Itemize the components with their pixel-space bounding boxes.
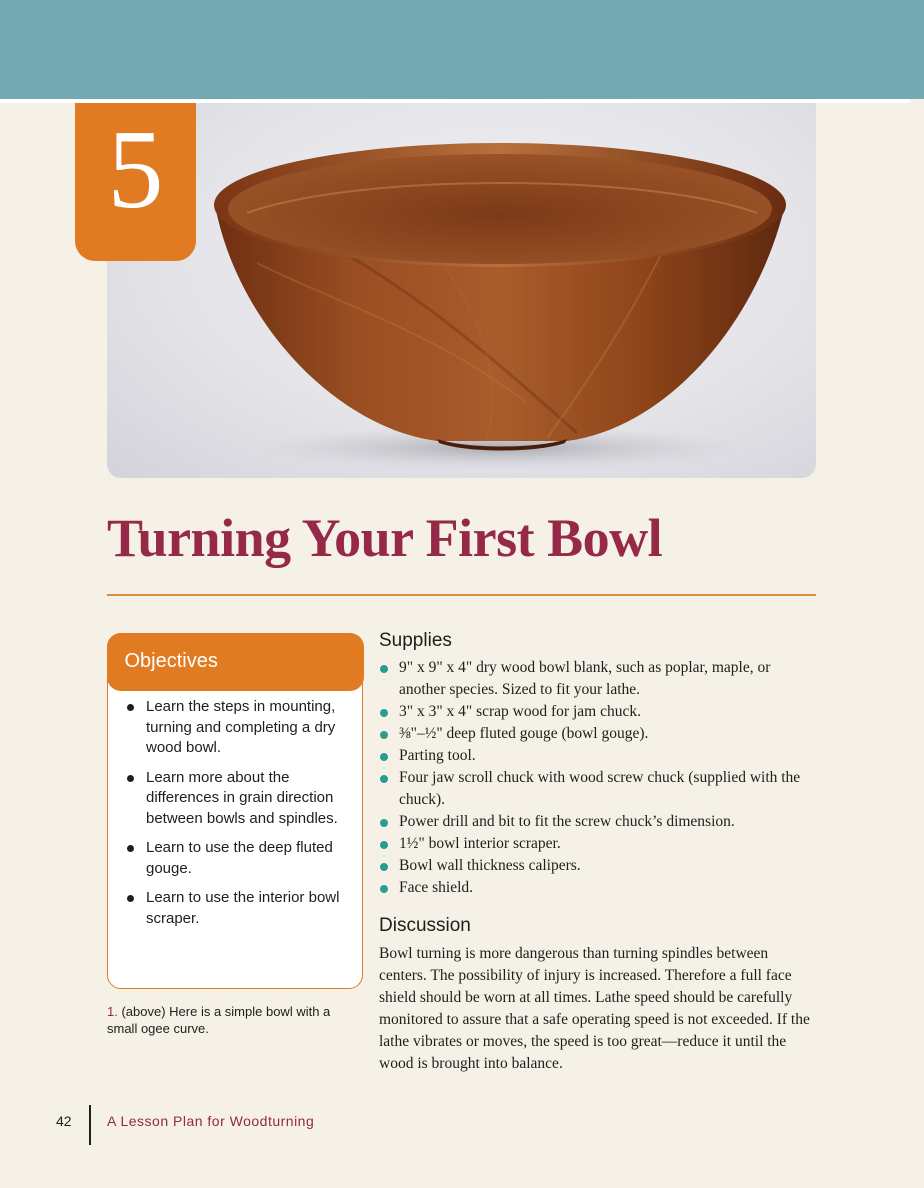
caption-text: (above) Here is a simple bowl with a small ogee curve. bbox=[107, 1004, 331, 1036]
photo-caption bbox=[107, 1003, 362, 1037]
top-color-band bbox=[0, 0, 924, 99]
supplies-list bbox=[379, 657, 819, 899]
objective-item: Learn to use the deep fluted gouge. bbox=[125, 838, 345, 879]
discussion-heading: Discussion bbox=[379, 915, 471, 936]
title-divider bbox=[107, 594, 816, 596]
supply-item: Bowl wall thickness calipers. bbox=[379, 855, 819, 877]
supply-item: Parting tool. bbox=[379, 745, 819, 767]
supplies-heading: Supplies bbox=[379, 630, 452, 651]
bowl-photo bbox=[107, 103, 816, 478]
chapter-title: Turning Your First Bowl bbox=[107, 508, 663, 568]
chapter-number-tab: 5 bbox=[75, 103, 196, 261]
discussion-text: Bowl turning is more dangerous than turning spindles between centers. The possibility of injury is increased. Therefore a full face shield should be worn at all times. Lathe speed should be carefully monitored to assure that a safe operating speed is not exceeded. If the lathe vibrates or moves, the speed is too great—reduce it until the wood is brought into balance. bbox=[379, 945, 810, 1072]
page-number: 42 bbox=[56, 1113, 72, 1129]
supply-item: Face shield. bbox=[379, 877, 819, 899]
objectives-list bbox=[125, 697, 345, 938]
objective-item: Learn to use the interior bowl scraper. bbox=[125, 888, 345, 929]
objective-item: Learn more about the differences in grain direction between bowls and spindles. bbox=[125, 768, 345, 830]
supply-item: 3" x 3" x 4" scrap wood for jam chuck. bbox=[379, 701, 819, 723]
bowl-illustration bbox=[107, 103, 816, 478]
objectives-heading: Objectives bbox=[107, 633, 364, 691]
footer-divider bbox=[89, 1105, 91, 1145]
book-title: A Lesson Plan for Woodturning bbox=[107, 1113, 315, 1129]
supply-item: 9" x 9" x 4" dry wood bowl blank, such as poplar, maple, or another species. Sized to fit your lathe. bbox=[379, 657, 819, 701]
supply-item: ⅜"–½" deep fluted gouge (bowl gouge). bbox=[379, 723, 819, 745]
objective-item: Learn the steps in mounting, turning and completing a dry wood bowl. bbox=[125, 697, 345, 759]
caption-number: 1. bbox=[107, 1004, 118, 1019]
objectives-box bbox=[107, 633, 363, 989]
supply-item: Power drill and bit to fit the screw chuck’s dimension. bbox=[379, 811, 819, 833]
supply-item: 1½" bowl interior scraper. bbox=[379, 833, 819, 855]
supply-item: Four jaw scroll chuck with wood screw chuck (supplied with the chuck). bbox=[379, 767, 819, 811]
